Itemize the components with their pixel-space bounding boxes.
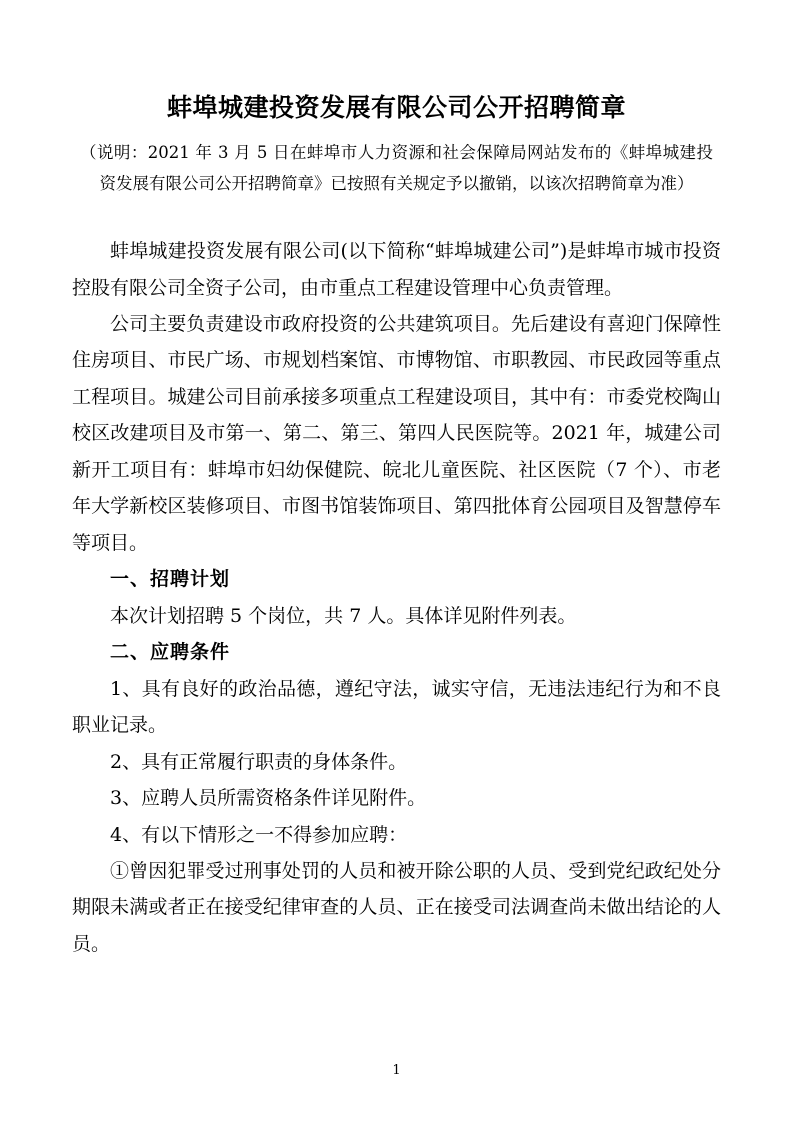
paragraph: 公司主要负责建设市政府投资的公共建筑项目。先后建设有喜迎门保障性住房项目、市民广场、市规划档案馆、市博物馆、市职教园、市民政园等重点工程项目。城建公司目前承接多项重点工程建设项目，其中有：市委党校陶山校区改建项目及市第一、第二、第三、第四人民医院等。2021 年，城建公司新开工项目有：蚌埠市妇幼保健院、皖北儿童医院、社区医院（7 个）、市老年大学新校区装修项目、市图书馆装饰项目、第四批体育公园项目及智慧停车等项目。	[72, 312, 721, 554]
section-heading: 一、招聘计划	[110, 568, 231, 591]
paragraph: 2、具有正常履行职责的身体条件。	[110, 750, 408, 773]
paragraph: 蚌埠城建投资发展有限公司(以下简称“蚌埠城建公司”)是蚌埠市城市投资控股有限公司全资子公司，由市重点工程建设管理中心负责管理。	[72, 240, 721, 299]
paragraph: 1、具有良好的政治品德，遵纪守法，诚实守信，无违法违纪行为和不良职业记录。	[72, 677, 721, 737]
paragraph: 4、有以下情形之一不得参加应聘：	[110, 823, 408, 846]
paragraph: ①曾因犯罪受过刑事处罚的人员和被开除公职的人员、受到党纪政纪处分期限未满或者正在接受纪律审查的人员、正在接受司法调查尚未做出结论的人员。	[72, 860, 721, 955]
document-body	[72, 233, 721, 962]
paragraph: 本次计划招聘 5 个岗位，共 7 人。具体详见附件列表。	[110, 604, 577, 627]
page-number: 1	[392, 1063, 401, 1078]
paragraph: 3、应聘人员所需资格条件详见附件。	[110, 787, 427, 810]
section-heading: 二、应聘条件	[110, 641, 231, 664]
page-title: 蚌埠城建投资发展有限公司公开招聘简章	[166, 93, 626, 122]
title-note: （说明：2021 年 3 月 5 日在蚌埠市人力资源和社会保障局网站发布的《蚌埠城建投资发展有限公司公开招聘简章》已按照有关规定予以撤销，以该次招聘简章为准）	[80, 143, 713, 193]
